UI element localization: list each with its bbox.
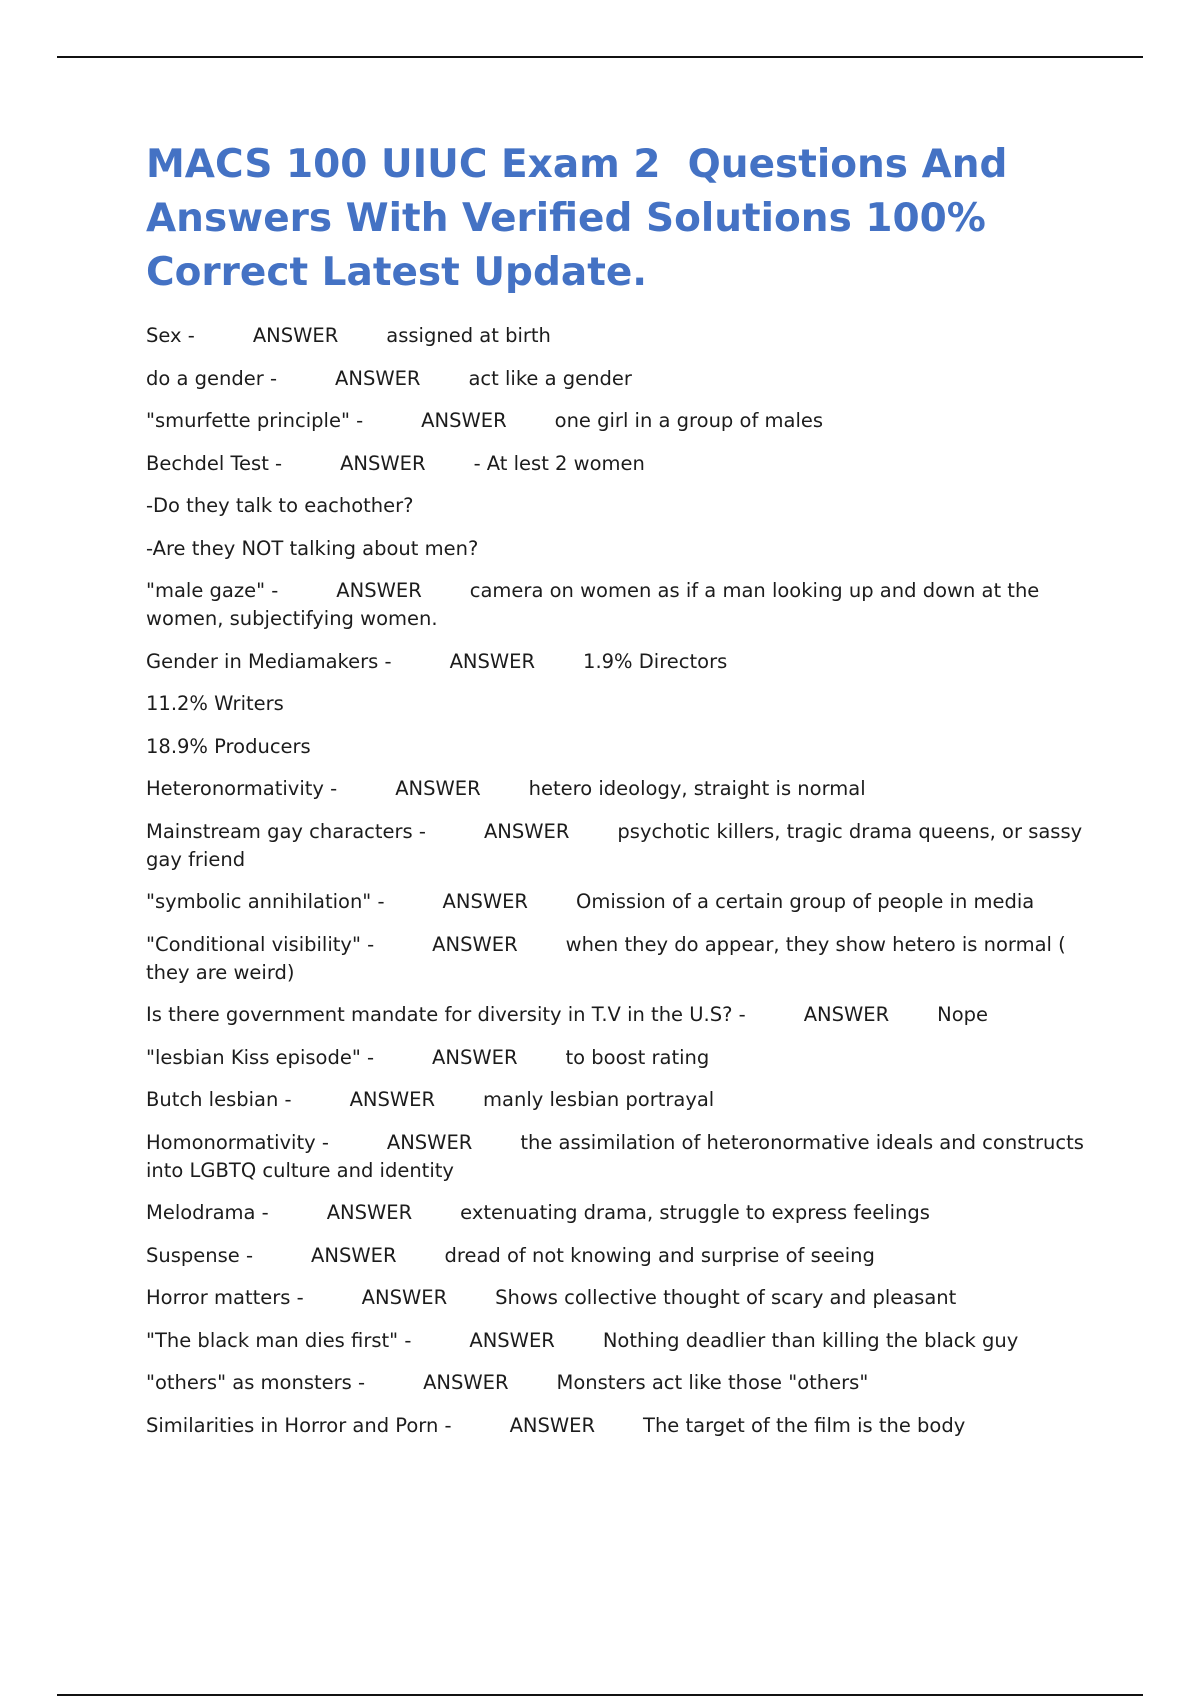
qa-definition: extenuating drama, struggle to express feelings: [460, 1201, 930, 1224]
qa-definition: The target of the film is the body: [643, 1413, 966, 1437]
qa-term: "others" as monsters -: [146, 1371, 366, 1394]
qa-term: "lesbian Kiss episode" -: [146, 1045, 375, 1069]
qa-item: [146, 775, 1106, 803]
qa-term: Bechdel Test -: [146, 451, 283, 475]
qa-definition: Monsters act like those "others": [556, 1371, 869, 1394]
qa-term: Similarities in Horror and Porn -: [146, 1413, 452, 1437]
answer-label: ANSWER: [361, 1286, 448, 1309]
answer-label: ANSWER: [335, 366, 421, 390]
continuation-line: 18.9% Producers: [146, 734, 311, 758]
qa-term: Melodrama -: [146, 1201, 269, 1224]
qa-item: [146, 1327, 1106, 1355]
bottom-rule: [57, 1694, 1143, 1696]
qa-item: [146, 1199, 1106, 1227]
answer-label: ANSWER: [252, 324, 339, 347]
qa-term: "The black man dies first" -: [146, 1328, 412, 1352]
qa-list: [146, 322, 1106, 1440]
qa-definition: hetero ideology, straight is normal: [528, 777, 866, 800]
qa-definition: when they do appear, they show hetero is normal ( they are weird): [146, 932, 1066, 984]
answer-label: ANSWER: [395, 777, 481, 800]
qa-item: [146, 931, 1106, 987]
qa-term: Mainstream gay characters -: [146, 819, 426, 843]
qa-definition: psychotic killers, tragic drama queens, or sassy gay friend: [146, 819, 1083, 871]
qa-term: Butch lesbian -: [146, 1088, 292, 1111]
qa-definition: manly lesbian portrayal: [483, 1088, 715, 1111]
answer-label: ANSWER: [442, 890, 528, 913]
qa-definition: act like a gender: [468, 366, 632, 390]
answer-label: ANSWER: [469, 1328, 555, 1352]
qa-definition: 1.9% Directors: [583, 649, 728, 673]
answer-label: ANSWER: [349, 1088, 436, 1111]
qa-item: [146, 322, 1106, 350]
top-rule: [57, 56, 1143, 58]
answer-label: ANSWER: [421, 409, 507, 432]
answer-label: ANSWER: [311, 1243, 397, 1267]
qa-definition: to boost rating: [565, 1045, 710, 1069]
answer-label: ANSWER: [336, 579, 422, 602]
answer-label: ANSWER: [326, 1201, 413, 1224]
qa-definition: Nothing deadlier than killing the black guy: [602, 1328, 1019, 1352]
qa-term: Sex -: [146, 324, 195, 347]
qa-definition: camera on women as if a man looking up and down at the women, subjectifying women.: [146, 579, 1040, 630]
qa-term: "Conditional visibility" -: [146, 932, 375, 956]
qa-definition: the assimilation of heteronormative ideals and constructs into LGBTQ culture and identity: [146, 1130, 1084, 1182]
qa-item: [146, 1129, 1106, 1185]
qa-definition: assigned at birth: [386, 324, 551, 347]
answer-label: ANSWER: [483, 819, 570, 843]
continuation-line: -Are they NOT talking about men?: [146, 536, 479, 560]
qa-definition: Omission of a certain group of people in media: [575, 890, 1035, 913]
qa-term: Homonormativity -: [146, 1130, 329, 1154]
answer-label: ANSWER: [432, 932, 518, 956]
qa-definition: Nope: [937, 1003, 989, 1026]
answer-label: ANSWER: [386, 1130, 473, 1154]
qa-term: Suspense -: [146, 1243, 254, 1267]
qa-item: [146, 1369, 1106, 1397]
continuation-line: 11.2% Writers: [146, 692, 284, 715]
qa-term: Heteronormativity -: [146, 777, 338, 800]
answer-label: ANSWER: [340, 451, 426, 475]
continuation-line: -Do they talk to eachother?: [146, 494, 414, 517]
qa-definition: one girl in a group of males: [554, 409, 824, 432]
qa-term: "male gaze" -: [146, 579, 279, 602]
answer-label: ANSWER: [509, 1413, 596, 1437]
qa-item: [146, 407, 1106, 435]
document-title: MACS 100 UIUC Exam 2 Questions And Answers With Verified Solutions 100% Correct Latest Update.: [146, 142, 1022, 295]
qa-definition: - At lest 2 women: [473, 451, 645, 475]
qa-item: [146, 450, 1106, 478]
qa-term: Is there government mandate for diversity in T.V in the U.S? -: [146, 1003, 746, 1026]
answer-label: ANSWER: [423, 1371, 509, 1394]
qa-item: [146, 1086, 1106, 1114]
qa-item: [146, 577, 1106, 633]
qa-term: Gender in Mediamakers -: [146, 649, 392, 673]
qa-term: "symbolic annihilation" -: [146, 890, 385, 913]
qa-item: [146, 1044, 1106, 1072]
qa-definition: dread of not knowing and surprise of seeing: [444, 1243, 875, 1267]
qa-definition: Shows collective thought of scary and pleasant: [495, 1286, 957, 1309]
qa-term: Horror matters -: [146, 1286, 304, 1309]
qa-item: [146, 1242, 1106, 1270]
qa-item: [146, 888, 1106, 916]
qa-item: [146, 1412, 1106, 1440]
answer-label: ANSWER: [803, 1003, 890, 1026]
qa-term: do a gender -: [146, 366, 278, 390]
qa-item: [146, 365, 1106, 393]
qa-term: "smurfette principle" -: [146, 409, 364, 432]
qa-item: [146, 818, 1106, 874]
document-body: [146, 138, 1106, 1454]
qa-item: [146, 1001, 1106, 1029]
qa-item: [146, 1284, 1106, 1312]
qa-item: [146, 648, 1106, 676]
answer-label: ANSWER: [449, 649, 536, 673]
answer-label: ANSWER: [432, 1045, 518, 1069]
